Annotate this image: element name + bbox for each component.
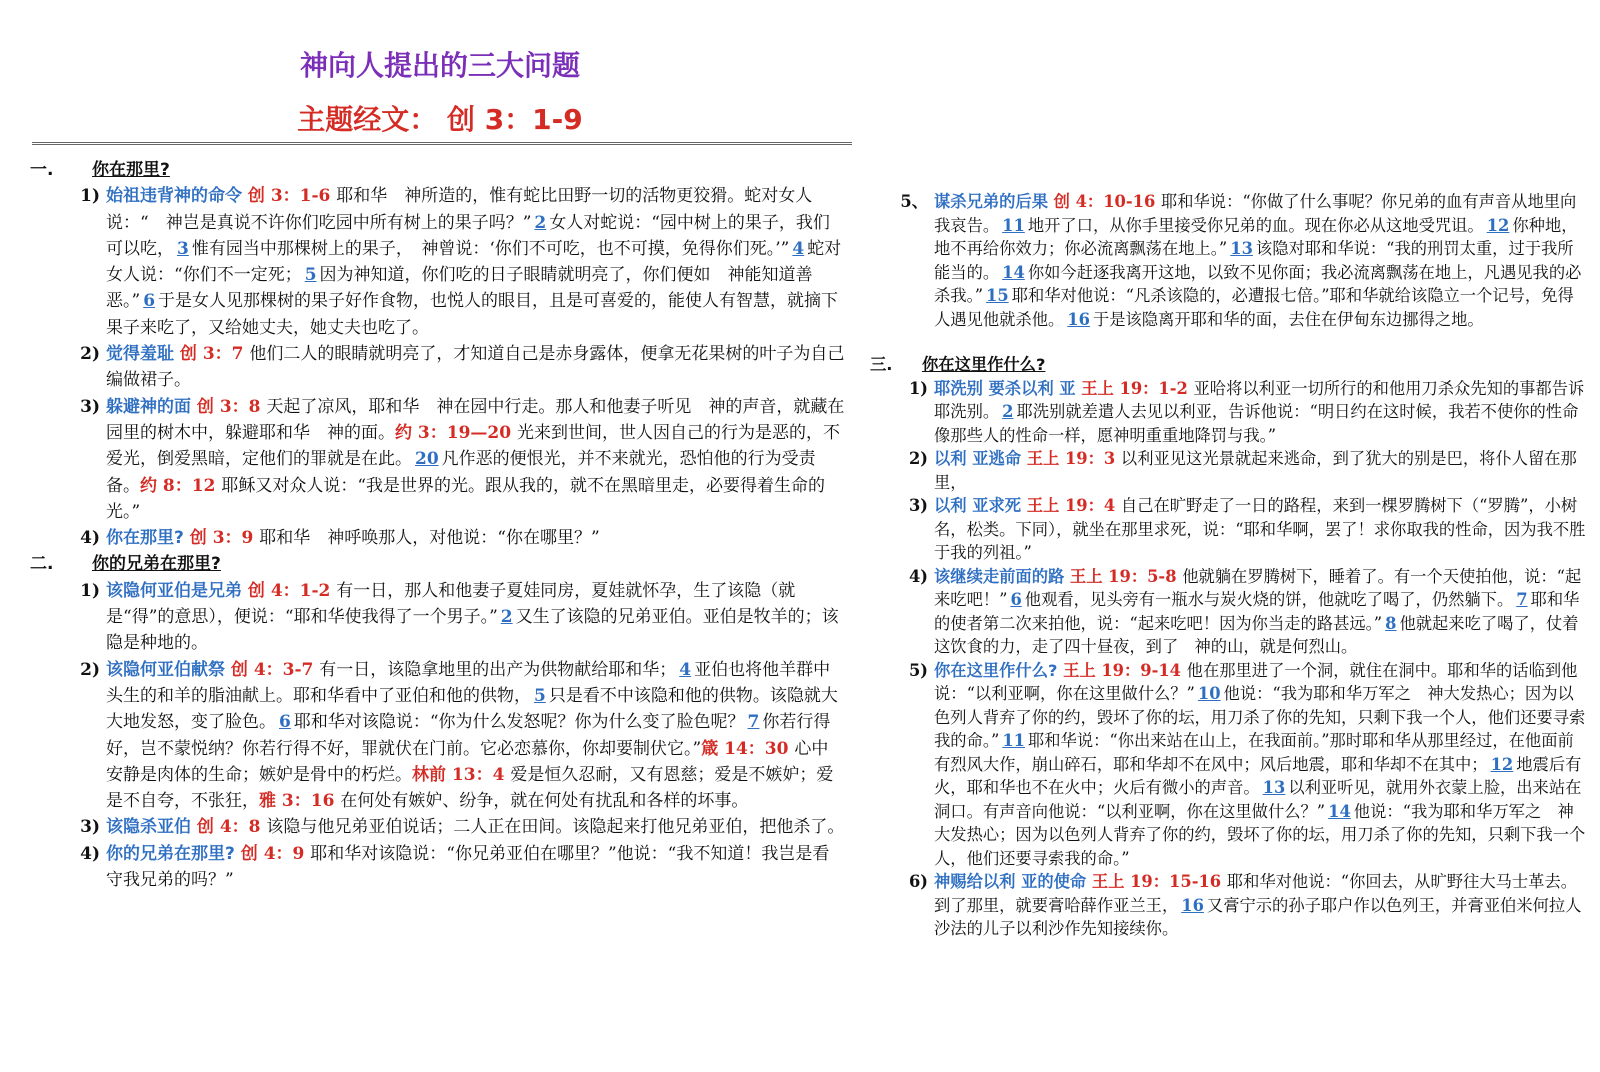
verse-text: 爱是恒久忍耐，又有恩慈；爱是不嫉妒；爱是不自夸，不张狂， <box>106 764 834 812</box>
scripture-ref: 约 3：19—20 <box>395 422 517 443</box>
item-topic: 你在这里作什么? <box>934 660 1058 680</box>
scripture-ref: 雅 3：16 <box>259 791 341 812</box>
item-body <box>106 841 845 894</box>
item-body <box>934 494 1588 565</box>
scripture-ref: 创 3：1-6 <box>242 186 337 207</box>
section-number: 三. <box>870 355 893 374</box>
verse-number: 6 <box>143 291 156 312</box>
scripture-ref: 创 3：8 <box>191 396 267 417</box>
verse-text: 耶和华 神呼唤那人，对他说：“你在哪里？” <box>259 528 600 549</box>
verse-text: 有一日，该隐拿地里的出产为供物献给耶和华； <box>319 659 677 680</box>
scripture-ref: 创 4：8 <box>191 817 267 838</box>
verse-number: 2 <box>500 607 513 628</box>
item-topic: 躲避神的面 <box>106 396 191 417</box>
section-heading <box>30 551 845 577</box>
verse-text: 又生了该隐的兄弟亚伯。亚伯是牧羊的；该隐是种地的。 <box>106 607 839 654</box>
list-item <box>870 659 1588 871</box>
verse-number: 4 <box>679 659 692 680</box>
list-item <box>30 183 845 341</box>
list-item <box>30 814 845 840</box>
verse-text: 该隐对耶和华说：“我的刑罚太重，过于我所能当的。 <box>934 239 1574 282</box>
item-topic: 神赐给以利 亚的使命 <box>934 872 1087 891</box>
item-number: 4) <box>80 843 100 864</box>
page-title: 神向人提出的三大问题 <box>299 49 580 82</box>
list-item <box>30 394 845 525</box>
verse-number: 16 <box>1067 309 1090 329</box>
verse-number: 13 <box>1262 778 1286 797</box>
scripture-ref: 王上 19：3 <box>1021 449 1121 468</box>
verse-text: 你如今赶逐我离开这地，以致不见你面；我必流离飘荡在地上，凡遇见我的必杀我。” <box>934 262 1582 305</box>
item-body <box>106 578 845 657</box>
list-item <box>30 657 845 815</box>
scripture-ref: 创 4：10-16 <box>1047 192 1161 211</box>
verse-number: 14 <box>1328 801 1351 821</box>
list-item <box>30 341 845 394</box>
verse-text: 以利亚见这光景就起来逃命，到了犹大的别是巴，将仆人留在那里， <box>934 449 1577 492</box>
verse-number: 20 <box>415 449 439 470</box>
verse-text: 地震后有火，耶和华也不在火中；火后有微小的声音。 <box>934 754 1582 797</box>
item-number: 3) <box>80 817 100 838</box>
verse-text: 你种地，地不再给你效力；你必流离飘荡在地上。” <box>934 215 1578 258</box>
verse-number: 12 <box>1486 215 1510 235</box>
verse-text: 有一日，那人和他妻子夏娃同房，夏娃就怀孕，生了该隐（就是“得”的意思），便说：“耶和华使我得了一个男子。” <box>106 580 796 628</box>
item-number: 4) <box>908 566 928 586</box>
verse-text: 耶和华对该隐说：“你为什么发怒呢？你为什么变了脸色呢？ <box>293 712 745 733</box>
list-item <box>870 870 1588 941</box>
list-item <box>870 447 1588 494</box>
scripture-ref: 创 4：1-2 <box>242 580 337 601</box>
verse-text: 天起了凉风，耶和华 神在园中行走。那人和他妻子听见 神的声音，就藏在园里的树木中，躲避耶和华 神的面。 <box>106 396 845 443</box>
verse-text: 凡作恶的便恨光，并不来就光，恐怕他的行为受责备。 <box>106 449 816 496</box>
verse-number: 7 <box>747 712 760 733</box>
item-body <box>934 447 1588 494</box>
verse-text: 耶和华说：“你做了什么事呢？你兄弟的血有声音从地里向我哀告。 <box>934 192 1577 235</box>
list-item <box>870 494 1588 565</box>
item-topic: 你在那里? <box>106 528 184 549</box>
item-number: 1) <box>908 378 928 398</box>
verse-number: 13 <box>1230 239 1253 258</box>
verse-number: 5 <box>534 685 546 706</box>
verse-text: 耶和华 神所造的，惟有蛇比田野一切的活物更狡猾。蛇对女人说：“ 神岂是真说不许你们吃园中所有树上的果子吗？” <box>106 186 813 233</box>
verse-text: 地开了口，从你手里接受你兄弟的血。现在你必从这地受咒诅。 <box>1027 215 1484 235</box>
verse-text: 他们二人的眼睛就明亮了，才知道自己是赤身露体，便拿无花果树的叶子为自己编做裙子。 <box>106 344 845 391</box>
list-item <box>870 377 1588 448</box>
verse-text: 在何处有嫉妒、纷争，就在何处有扰乱和各样的坏事。 <box>340 791 749 812</box>
item-number: 3) <box>908 496 928 515</box>
section-number: 一. <box>30 160 54 180</box>
item-number: 1) <box>80 580 100 601</box>
verse-text: 亚伯也将他羊群中头生的和羊的脂油献上。耶和华看中了亚伯和他的供物， <box>106 659 831 706</box>
scripture-ref: 王上 19：15-16 <box>1086 872 1227 891</box>
item-topic: 该隐何亚伯是兄弟 <box>106 580 242 601</box>
item-body <box>106 183 845 341</box>
verse-text: 他说：“我为耶和华万军之 神大发热心；因为以色列人背弃了你的约，毁坏了你的坛，用刀杀了你的先知，只剩下我一个人，他们还要寻索我的命。” <box>934 684 1586 750</box>
verse-number: 12 <box>1490 754 1514 774</box>
scripture-ref: 林前 13：4 <box>412 764 511 785</box>
item-number: 1) <box>80 186 100 207</box>
item-number: 2) <box>80 659 100 680</box>
section-heading <box>870 353 1588 377</box>
verse-text: 于是女人见那棵树的果子好作食物，也悦人的眼目，且是可喜爱的，能使人有智慧，就摘下果子来吃了，又给她丈夫，她丈夫也吃了。 <box>106 291 839 338</box>
verse-number: 4 <box>792 238 805 259</box>
item-topic: 耶洗别 要杀以利 亚 <box>934 378 1076 398</box>
verse-number: 5 <box>304 265 317 286</box>
scripture-ref: 箴 14：30 <box>701 738 795 759</box>
verse-text: 因为神知道，你们吃的日子眼睛就明亮了，你们便如 神能知道善恶。” <box>106 265 813 312</box>
verse-text: 亚哈将以利亚一切所行的和他用刀杀众先知的事都告诉耶洗别。 <box>934 378 1585 421</box>
list-item <box>870 565 1588 659</box>
item-number: 4) <box>80 528 100 549</box>
verse-text: 耶洗别就差遣人去见以利亚，告诉他说：“明日约在这时候，我若不使你的性命像那些人的性命一样，愿神明重重地降罚与我。” <box>934 402 1579 445</box>
verse-text: 耶和华的使者第二次来拍他，说：“起来吃吧！因为你当走的路甚远。” <box>934 590 1580 633</box>
item-topic: 以利 亚求死 <box>934 496 1022 515</box>
item-body <box>106 657 845 815</box>
verse-number: 11 <box>1002 215 1025 235</box>
verse-text: 他就起来吃了喝了，仗着这饮食的力，走了四十昼夜，到了 神的山，就是何烈山。 <box>934 613 1579 656</box>
verse-text: 蛇对女人说：“你们不一定死； <box>106 238 842 286</box>
verse-text: 以利亚听见，就用外衣蒙上脸，出来站在洞口。有声音向他说：“以利亚啊，你在这里做什么？” <box>934 778 1582 821</box>
item-topic: 该隐何亚伯献祭 <box>106 659 225 680</box>
verse-number: 7 <box>1516 590 1528 609</box>
verse-text: 光来到世间，世人因自己的行为是恶的，不爱光，倒爱黑暗，定他们的罪就是在此。 <box>106 422 840 470</box>
right-column <box>870 190 1588 941</box>
scripture-ref: 王上 19：4 <box>1021 496 1121 515</box>
item-body <box>934 870 1588 941</box>
verse-number: 2 <box>534 212 547 233</box>
item-body <box>934 659 1588 871</box>
left-column <box>30 157 845 893</box>
item-topic: 觉得羞耻 <box>106 344 174 365</box>
item-body <box>934 565 1588 659</box>
item-number: 6) <box>908 872 928 891</box>
verse-number: 8 <box>1385 613 1397 633</box>
list-item <box>30 841 845 894</box>
verse-text: 耶稣又对众人说：“我是世界的光。跟从我的，就不在黑暗里走，必要得着生命的光。” <box>106 475 826 522</box>
verse-text: 他在那里进了一个洞，就住在洞中。耶和华的话临到他说：“以利亚啊，你在这里做什么？” <box>934 660 1578 703</box>
verse-text: 耶和华对他说：“你回去，从旷野往大马士革去。到了那里，就要膏哈薛作亚兰王， <box>934 872 1578 915</box>
list-item <box>30 578 845 657</box>
spacer <box>870 331 1588 353</box>
section-title: 你在这里作什么? <box>922 355 1046 374</box>
item-number: 5、 <box>900 192 928 211</box>
verse-text: 惟有园当中那棵树上的果子， 神曾说：‘你们不可吃，也不可摸，免得你们死。’” <box>191 238 790 259</box>
section-title: 你在那里? <box>92 160 170 180</box>
list-item <box>30 525 845 551</box>
theme-scripture: 主题经文： 创 3：1-9 <box>297 103 583 136</box>
verse-text: 他就躺在罗腾树下，睡着了。有一个天使拍他，说：“起来吃吧！” <box>934 566 1582 609</box>
scripture-ref: 创 4：9 <box>234 843 311 864</box>
item-body <box>934 190 1588 331</box>
item-body <box>106 525 845 551</box>
item-body <box>106 341 845 394</box>
verse-text: 女人对蛇说：“园中树上的果子，我们可以吃， <box>106 212 830 259</box>
verse-text: 又膏宁示的孙子耶户作以色列王，并膏亚伯米何拉人沙法的儿子以利沙作先知接续你。 <box>934 895 1582 938</box>
list-item <box>870 190 1588 331</box>
verse-number: 6 <box>1010 590 1022 609</box>
verse-number: 16 <box>1181 895 1204 915</box>
verse-number: 10 <box>1197 684 1221 703</box>
verse-number: 15 <box>986 286 1009 305</box>
verse-text: 心中安静是肉体的生命；嫉妒是骨中的朽烂。 <box>106 738 829 785</box>
scripture-ref: 创 3：9 <box>183 528 260 549</box>
verse-text: 耶和华对该隐说：“你兄弟亚伯在哪里？”他说：“我不知道！我岂是看守我兄弟的吗？” <box>106 843 830 891</box>
item-body <box>106 394 845 525</box>
verse-number: 11 <box>1002 731 1025 750</box>
scripture-ref: 王上 19：9-14 <box>1057 660 1187 680</box>
item-topic: 你的兄弟在那里? <box>106 843 235 864</box>
item-body <box>106 814 845 840</box>
verse-number: 6 <box>279 712 291 733</box>
verse-text: 自己在旷野走了一日的路程，来到一棵罗腾树下（“罗腾”，小树名，松类。下同），就坐在那里求死，说：“耶和华啊，罢了！求你取我的性命，因为我不胜于我的列祖。” <box>934 496 1586 562</box>
item-topic: 以利 亚逃命 <box>934 449 1022 468</box>
item-number: 5) <box>908 660 928 680</box>
verse-text: 耶和华说：“你出来站在山上，在我面前。”那时耶和华从那里经过，在他面前有烈风大作，崩山碎石，耶和华却不在风中；风后地震，耶和华却不在其中； <box>934 731 1574 774</box>
verse-text: 他观看，见头旁有一瓶水与炭火烧的饼，他就吃了喝了，仍然躺下。 <box>1024 590 1514 609</box>
verse-text: 该隐与他兄弟亚伯说话；二人正在田间。该隐起来打他兄弟亚伯，把他杀了。 <box>266 817 845 838</box>
section-number: 二. <box>30 554 54 575</box>
verse-number: 14 <box>1002 262 1025 282</box>
header-divider <box>32 142 852 145</box>
verse-text: 耶和华对他说：“凡杀该隐的，必遭报七倍。”耶和华就给该隐立一个记号，免得人遇见他就杀他。 <box>934 286 1574 329</box>
section-title: 你的兄弟在那里? <box>92 554 221 575</box>
scripture-ref: 王上 19：1-2 <box>1075 378 1194 398</box>
verse-text: 于是该隐离开耶和华的面，去住在伊甸东边挪得之地。 <box>1092 309 1484 329</box>
item-number: 2) <box>80 344 100 365</box>
scripture-ref: 创 4：3-7 <box>225 659 320 680</box>
item-body <box>934 377 1588 448</box>
scripture-ref: 创 3：7 <box>174 344 250 365</box>
item-topic: 该隐杀亚伯 <box>106 817 191 838</box>
verse-text: 他说：“我为耶和华万军之 神大发热心；因为以色列人背弃了你的约，毁坏了你的坛，用刀杀了你的先知，只剩下我一个人，他们还要寻索我的命。” <box>934 801 1586 868</box>
verse-text: 你若行得好，岂不蒙悦纳？你若行得不好，罪就伏在门前。它必恋慕你，你却要制伏它。” <box>106 712 831 759</box>
scripture-ref: 约 8：12 <box>140 475 222 496</box>
verse-number: 2 <box>1002 402 1014 421</box>
item-topic: 始祖违背神的命令 <box>106 186 242 207</box>
item-number: 3) <box>80 396 100 417</box>
section-heading <box>30 157 845 183</box>
scripture-ref: 王上 19：5-8 <box>1064 566 1183 586</box>
item-number: 2) <box>908 449 928 468</box>
item-topic: 谋杀兄弟的后果 <box>934 192 1048 211</box>
verse-number: 3 <box>177 238 189 259</box>
item-topic: 该继续走前面的路 <box>934 566 1065 586</box>
verse-text: 只是看不中该隐和他的供物。该隐就大大地发怒，变了脸色。 <box>106 685 838 733</box>
